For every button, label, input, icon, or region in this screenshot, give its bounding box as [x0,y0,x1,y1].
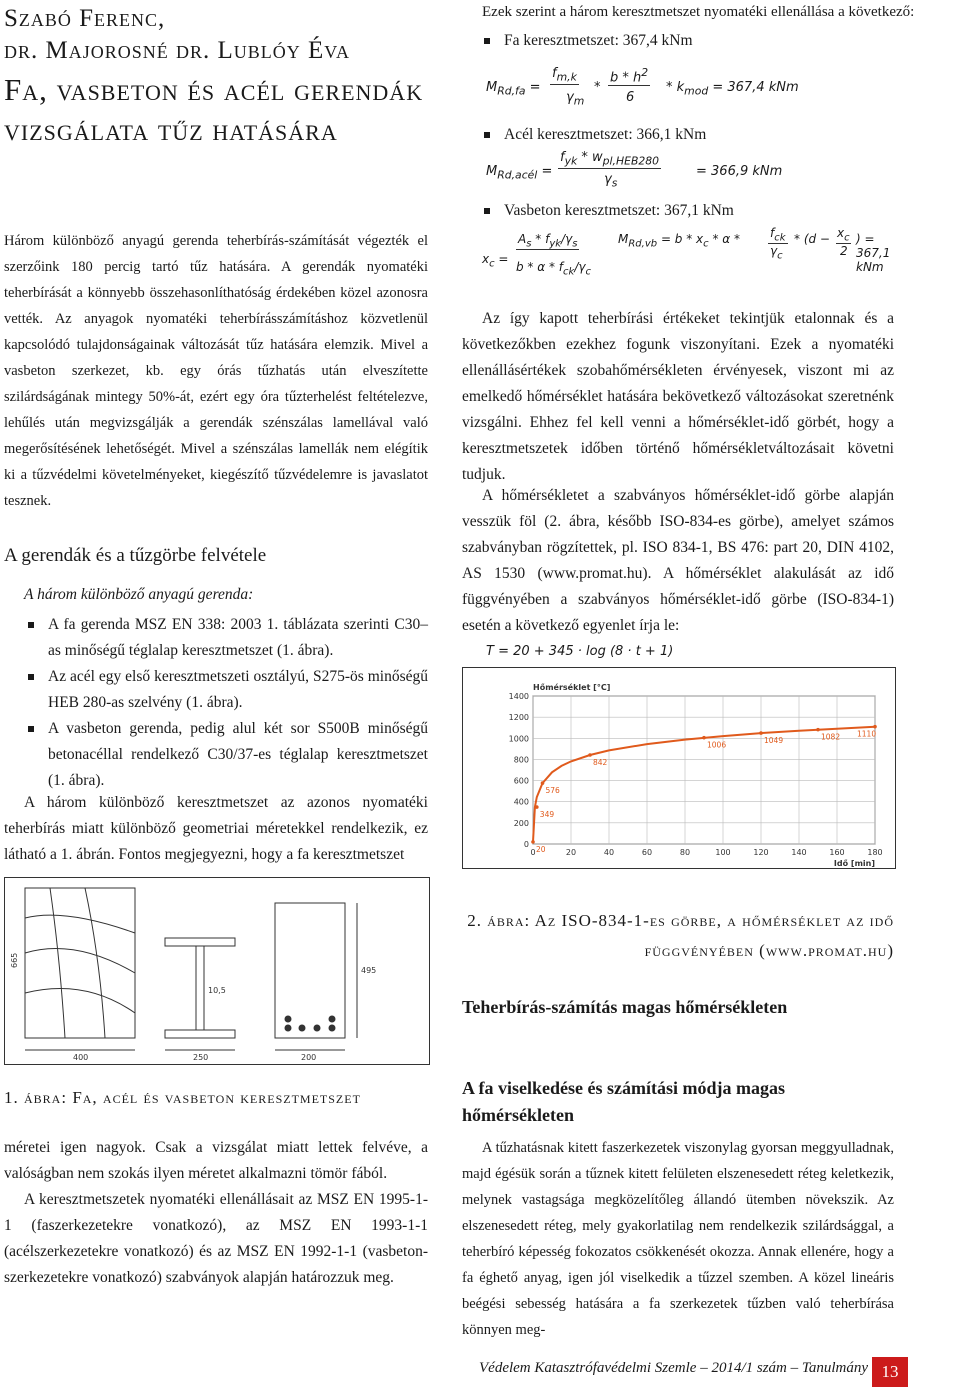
iso-equation: T = 20 + 345 · log (8 · t + 1) [486,644,674,659]
data-label: 20 [536,844,546,854]
y-axis-label: Hőmérséklet [°C] [533,683,611,692]
x-tick-label: 40 [603,848,615,857]
beams-lead: A három különböző anyagú gerenda: [24,586,254,603]
cross-sections-drawing [5,878,429,1064]
formula-sub: m,k [556,70,577,84]
section-heading-load: Teherbírás-számítás magas hőmérsékleten [462,997,788,1017]
formula-symbol: b * α * f [516,260,564,274]
data-point [588,753,592,757]
data-label: 1006 [707,740,727,750]
section-heading-timber: A fa viselkedése és számítási módja magas hőmérsékleten [462,1078,785,1125]
dim-label: 665 [10,952,19,968]
formula-sub: s [572,238,578,250]
formula-symbol: f [552,66,557,81]
formula-sup: 2 [641,66,649,79]
x-tick-label: 60 [641,848,653,857]
dim-label: 250 [193,1053,209,1062]
section-heading-beams: A gerendák és a tűzgörbe felvétele [4,545,267,566]
figure-1-caption: 1. ábra: Fa, acél és vasbeton keresztmetszet [4,1088,361,1107]
right-paragraph-1: Az így kapott teherbírási értékeket tekintjük etalonnak és a következőkben ezekhez fogunk viszonyítani. Ezek a nyomatéki ellenállásértékek szobahőmérsékleten érvényesek, viszont mi az emelkedő hőmérséklet hatására bekövetkező változásokat szeretnénk vizsgálni. Ehhez fel kell venni a hőmérséklet-idő görbét, hogy a keresztmetszetek időben történő hőmérsékletváltozásait követni tudjuk. [462,310,894,483]
x-axis-label: Idő [min] [833,859,875,868]
formula-sub: s [526,238,532,250]
data-label: 576 [545,786,560,796]
list-item: Az acél egy első keresztmetszeti osztályú, S275-ös minőségű HEB 280-as szelvény (1. ábra). [26,664,428,716]
x-tick-label: 140 [791,848,807,857]
x-tick-label: 120 [753,848,769,857]
author-line-2: dr. Majorosné dr. Lublóy Éva [4,37,350,64]
x-tick-label: 180 [867,848,883,857]
data-point [873,725,877,729]
formula-timber: $M_{Rd,fa}$ = $f_{m,k}$ $\gamma_m$ * b * $h^2$ 6 * $k_{mod} = 367,4$ kNm [486,66,799,108]
formula-sub: s [611,176,618,190]
formula-sub: yk [549,238,562,250]
list-item: Vasbeton keresztmetszet: 367,1 kNm [482,198,902,224]
formula-sub: m [573,94,585,108]
figure-2-caption: 2. ábra: Az ISO-834-1-es görbe, a hőmérséklet az idő függvényében (www.promat.hu) [467,911,894,960]
formula-sub: c [777,250,783,262]
beams-paragraph: A három különböző keresztmetszet az azonos nyomatéki teherbírás miatt különböző geometriai méretekkel rendelkezik, ez látható a 1. ábrán. Fontos megjegyezni, hogy a fa keresztmetszet [4,794,428,863]
formula-result: = 367,1 kNm [856,232,891,274]
formula-result: = 367,4 kNm [712,80,799,95]
list-item: A fa gerenda MSZ EN 338: 2003 1. táblázata szerinti C30–as minőségű téglalap keresztmetszet (1. ábra). [26,612,428,664]
y-tick-label: 200 [513,818,529,828]
formula-sub: c [703,238,709,250]
iso-834-chart [463,668,895,868]
formula-symbol: γ [604,172,612,187]
formula-symbol: 6 [626,90,635,105]
formula-symbol: = b * x [660,232,704,246]
formula-symbol: x [482,252,490,266]
formula-sub: yk [564,154,578,168]
formula-symbol: A [518,232,527,246]
formula-sub: Rd,fa [497,84,526,98]
figure-1 [4,877,430,1065]
data-label: 1082 [821,732,841,742]
data-point [759,731,763,735]
beams-list [26,612,428,794]
formula-sub: c [585,266,591,278]
y-tick-label: 800 [513,755,529,765]
formula-symbol: ) [856,232,861,246]
formula-sub: ck [563,266,575,278]
resistance-intro: Ezek szerint a három keresztmetszet nyomatéki ellenállása a következő: [482,4,915,20]
formula-steel: $M_{Rd,acél}$ = $f_{yk} * w_{pl,HEB280}$ $\gamma_s$ = 366,9 kNm [486,150,783,190]
list-item: A vasbeton gerenda, pedig alul két sor S500B minőségű betonacéllal rendelkező C30/37-es téglalap keresztmetszet (1. ábra). [26,716,428,794]
formula-symbol: /γ [561,232,573,246]
resistance-list-3 [482,198,902,224]
formula-symbol: /γ [574,260,586,274]
formula-sub: c [489,258,495,270]
x-tick-label: 0 [530,848,536,857]
data-label: 842 [593,757,608,767]
page-number: 13 [872,1357,908,1387]
formula-symbol: M [486,80,498,95]
footer-journal: Védelem Katasztrófavédelmi Szemle – 2014/1 szám – Tanulmány [479,1360,868,1376]
data-label: 349 [539,810,555,820]
formula-sub: Rd,acél [497,168,538,182]
x-tick-label: 80 [679,848,691,857]
plot-area [533,696,875,844]
list-item: Acél keresztmetszet: 366,1 kNm [482,122,902,148]
x-tick-label: 160 [829,848,845,857]
left-after-fig-paragraph-1: méretei igen nagyok. Csak a vizsgálat miatt lettek felvéve, a valóságban nem szokás ilyen méretet alkalmazni tömör fából. [4,1139,428,1182]
list-item: Fa keresztmetszet: 367,4 kNm [482,28,902,54]
formula-concrete: $x_c$ = $A_s * f_{yk}/\gamma_s$ b * α * $f_{ck}/\gamma_c$ $M_{Rd,vb} = b * x_c * \alpha$ * $f_{ck}$ $\gamma_c$ * (d − $x_c$ 2 ) = 367,1 kNm [482,226,891,278]
dim-label: 10,5 [208,986,226,995]
data-point [816,728,820,732]
left-after-fig-paragraph-2: A keresztmetszetek nyomatéki ellenállásait az MSZ EN 1995-1-1 (faszerkezetekre vonatkozó), az MSZ EN 1993-1-1 (acélszerkezetekre vonatkozó) és az MSZ EN 1992-1-1 (vasbeton-szerkezetekre vonatkozó) szabványok alapján határozzuk meg. [4,1191,428,1286]
formula-symbol: γ [770,244,778,258]
author-line-1: Szabó Ferenc, [4,5,166,32]
formula-symbol: M [486,164,498,179]
dim-label: 400 [73,1053,89,1062]
concrete-section [275,903,357,1050]
x-tick-label: 100 [715,848,731,857]
data-point [531,840,535,844]
dim-label: 200 [301,1053,317,1062]
formula-symbol: f [560,150,565,165]
dim-label: 495 [361,966,377,975]
formula-symbol: M [618,232,629,246]
y-tick-label: 0 [523,840,529,849]
resistance-list-2 [482,122,902,148]
y-tick-label: 1200 [508,713,529,723]
formula-symbol: * (d − [794,232,830,246]
y-tick-label: 600 [513,776,529,786]
y-tick-label: 1400 [508,692,529,701]
formula-sub: Rd,vb [628,238,658,250]
formula-symbol: γ [566,90,574,105]
formula-sub: c [844,232,850,244]
y-tick-label: 1000 [508,734,529,744]
article-title: Fa, vasbeton és acél gerendák vizsgálata tűz hatására [4,72,424,147]
intro-paragraph: Három különböző anyagú gerenda teherbírás-számítását végezték el szerzőink 180 percig tartó tűz hatására. A gerendák nyomatéki teherbírását a könnyebb összehasonlíthatóság érdekében közel azonosra vették. Az anyagok nyomatéki teherbírásszámításhoz közvetlenül kapcsolódó tulajdonságainak változását tűz hatására elemzik. Mivel a vasbeton szerkezet, kb. egy órás tűzhatás után elveszítette szilárdságának mintegy 50%-át, ezért egy óra tűzterhelést feltételezve, lehűlés után megvizsgálják a gerendák szénszálas lamellával való megerősítésének lehetőségét. Mivel a szénszálas lamellák nem elégítik ki a tűzvédelmi követelményeket, kiegészítő tűzvédelemre is javaslatot tesznek. [4,233,428,509]
y-tick-label: 400 [513,797,529,807]
formula-symbol: x [837,226,845,240]
formula-symbol: * w [581,150,603,165]
formula-symbol: 2 [840,244,848,258]
formula-symbol: * α * [712,232,741,246]
x-tick-label: 20 [565,848,577,857]
formula-result: = 366,9 kNm [696,164,783,179]
data-point [541,781,545,785]
data-point [535,805,539,809]
formula-symbol: * k [666,80,685,95]
formula-symbol: b * h [610,70,642,86]
figure-2 [462,667,896,869]
resistance-list-1 [482,28,902,54]
formula-sub: ck [774,232,786,244]
formula-symbol: f [770,226,775,240]
timber-section [25,888,135,1050]
data-point [702,736,706,740]
right-paragraph-2: A hőmérsékletet a szabványos hőmérséklet-idő görbe alapján vesszük föl (2. ábra, később ISO-834-es görbe), amelyet számos szabványban rögzítettek, pl. ISO 834-1, BS 476: part 20, DIN 4102, AS 1530 (www.promat.hu). A hőmérséklet alakulását az idő függvényében a szabványos hőmérséklet-idő görbe (ISO-834-1) esetén a következő egyenlet írja le: [462,487,894,634]
formula-sub: pl,HEB280 [602,154,660,168]
data-label: 1049 [764,736,784,746]
timber-paragraph: A tűzhatásnak kitett faszerkezetek viszonylag gyorsan meggyulladnak, majd égésük során a tűznek kitett felületen elszenesedett réteg keletkezik, melynek vastagsága megközelítőleg állandó ütemben növekszik. Az elszenesedett réteg, mely gyakorlatilag nem rendelkezik szilárdsággal, a teherbíró képesség fokozatos csökkenését okozza. Annak ellenére, hogy a fa éghető anyag, igen jól viselkedik a tűzzel szemben. A közel lineáris beégési sebesség hatására a fa szerkezetek tűzben való teherbírása könnyen meg- [462,1140,894,1338]
formula-sub: mod [684,84,709,98]
data-label: 1110 [857,729,877,739]
formula-symbol: * f [535,232,550,246]
